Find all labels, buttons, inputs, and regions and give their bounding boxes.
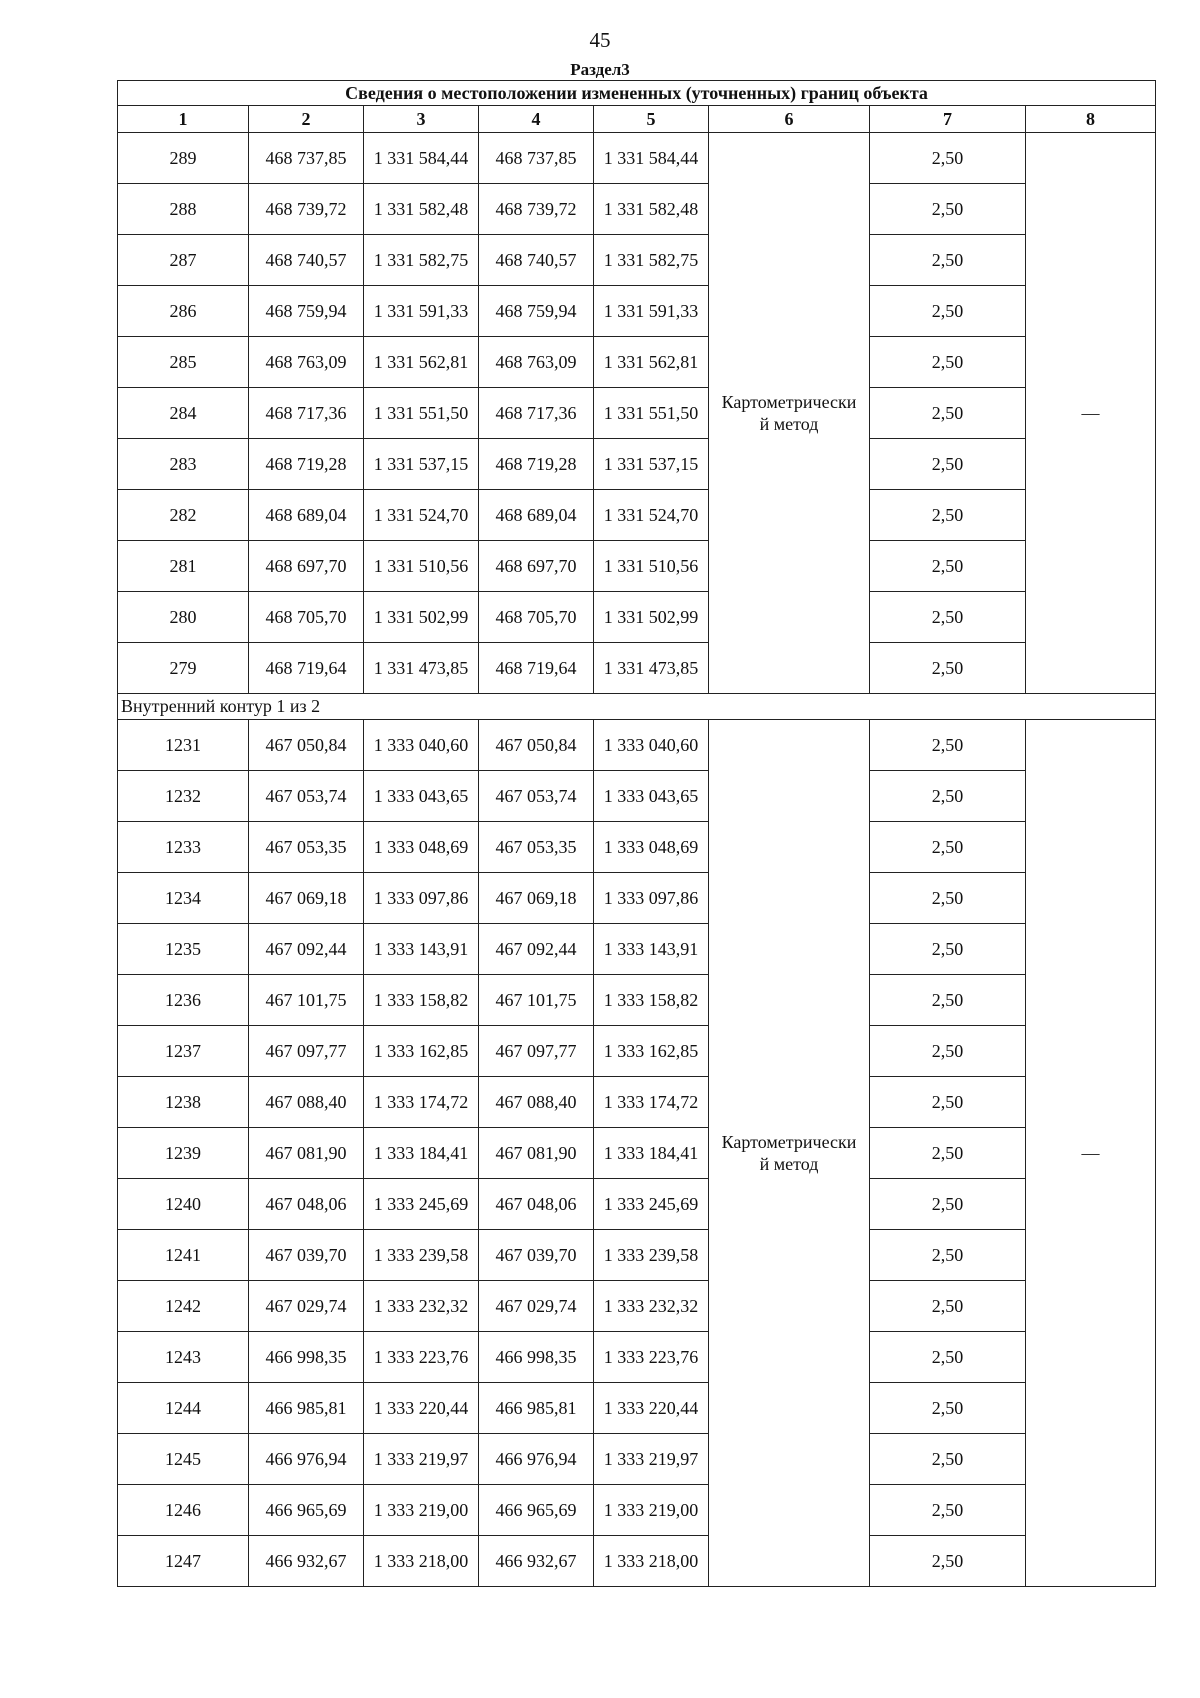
y-existing-cell: 1 331 562,81: [364, 337, 479, 388]
precision-cell: 2,50: [870, 1536, 1026, 1587]
point-number-cell: 1247: [118, 1536, 249, 1587]
x-refined-cell: 468 697,70: [479, 541, 594, 592]
precision-cell: 2,50: [870, 822, 1026, 873]
precision-cell: 2,50: [870, 337, 1026, 388]
y-existing-cell: 1 333 245,69: [364, 1179, 479, 1230]
x-existing-cell: 467 069,18: [249, 873, 364, 924]
x-existing-cell: 468 717,36: [249, 388, 364, 439]
precision-cell: 2,50: [870, 592, 1026, 643]
y-refined-cell: 1 333 219,00: [594, 1485, 709, 1536]
y-existing-cell: 1 331 591,33: [364, 286, 479, 337]
x-refined-cell: 467 092,44: [479, 924, 594, 975]
x-existing-cell: 467 088,40: [249, 1077, 364, 1128]
point-number-cell: 284: [118, 388, 249, 439]
table-row: [118, 286, 1156, 337]
table-row: [118, 1434, 1156, 1485]
point-number-cell: 282: [118, 490, 249, 541]
y-existing-cell: 1 331 473,85: [364, 643, 479, 694]
point-number-cell: 285: [118, 337, 249, 388]
precision-cell: 2,50: [870, 1179, 1026, 1230]
y-existing-cell: 1 331 551,50: [364, 388, 479, 439]
y-refined-cell: 1 333 158,82: [594, 975, 709, 1026]
x-existing-cell: 468 705,70: [249, 592, 364, 643]
y-existing-cell: 1 331 582,48: [364, 184, 479, 235]
precision-cell: 2,50: [870, 924, 1026, 975]
contour-label: Внутренний контур 1 из 2: [118, 694, 1156, 720]
contour-label-row: [118, 694, 1156, 720]
table-row: [118, 771, 1156, 822]
x-refined-cell: 467 081,90: [479, 1128, 594, 1179]
table-row: [118, 1077, 1156, 1128]
table-row: [118, 1281, 1156, 1332]
precision-cell: 2,50: [870, 235, 1026, 286]
y-refined-cell: 1 333 245,69: [594, 1179, 709, 1230]
y-existing-cell: 1 333 097,86: [364, 873, 479, 924]
x-refined-cell: 467 069,18: [479, 873, 594, 924]
y-existing-cell: 1 331 584,44: [364, 133, 479, 184]
table-row: [118, 133, 1156, 184]
table-row: [118, 643, 1156, 694]
table-row: [118, 822, 1156, 873]
x-existing-cell: 467 053,74: [249, 771, 364, 822]
x-existing-cell: 468 739,72: [249, 184, 364, 235]
table-row: [118, 1026, 1156, 1077]
y-existing-cell: 1 331 510,56: [364, 541, 479, 592]
x-refined-cell: 468 740,57: [479, 235, 594, 286]
precision-cell: 2,50: [870, 1281, 1026, 1332]
y-refined-cell: 1 333 223,76: [594, 1332, 709, 1383]
y-refined-cell: 1 331 473,85: [594, 643, 709, 694]
y-refined-cell: 1 333 219,97: [594, 1434, 709, 1485]
precision-cell: 2,50: [870, 1434, 1026, 1485]
point-number-cell: 280: [118, 592, 249, 643]
precision-cell: 2,50: [870, 975, 1026, 1026]
x-refined-cell: 466 998,35: [479, 1332, 594, 1383]
precision-cell: 2,50: [870, 133, 1026, 184]
x-existing-cell: 468 740,57: [249, 235, 364, 286]
y-refined-cell: 1 333 220,44: [594, 1383, 709, 1434]
y-existing-cell: 1 331 537,15: [364, 439, 479, 490]
section-title: Раздел3: [570, 60, 630, 79]
x-existing-cell: 467 097,77: [249, 1026, 364, 1077]
y-refined-cell: 1 333 097,86: [594, 873, 709, 924]
y-existing-cell: 1 333 219,97: [364, 1434, 479, 1485]
x-existing-cell: 468 719,28: [249, 439, 364, 490]
y-refined-cell: 1 333 184,41: [594, 1128, 709, 1179]
x-refined-cell: 467 029,74: [479, 1281, 594, 1332]
y-refined-cell: 1 333 232,32: [594, 1281, 709, 1332]
precision-cell: 2,50: [870, 873, 1026, 924]
y-existing-cell: 1 333 239,58: [364, 1230, 479, 1281]
y-refined-cell: 1 331 524,70: [594, 490, 709, 541]
column-header: 7: [870, 106, 1026, 133]
point-number-cell: 1243: [118, 1332, 249, 1383]
precision-cell: 2,50: [870, 1230, 1026, 1281]
point-number-cell: 1238: [118, 1077, 249, 1128]
y-existing-cell: 1 333 143,91: [364, 924, 479, 975]
point-number-cell: 1244: [118, 1383, 249, 1434]
precision-cell: 2,50: [870, 771, 1026, 822]
y-refined-cell: 1 331 562,81: [594, 337, 709, 388]
x-existing-cell: 468 697,70: [249, 541, 364, 592]
precision-cell: 2,50: [870, 541, 1026, 592]
x-existing-cell: 467 081,90: [249, 1128, 364, 1179]
y-existing-cell: 1 333 162,85: [364, 1026, 479, 1077]
x-existing-cell: 466 985,81: [249, 1383, 364, 1434]
x-refined-cell: 468 739,72: [479, 184, 594, 235]
point-number-cell: 279: [118, 643, 249, 694]
x-existing-cell: 466 932,67: [249, 1536, 364, 1587]
method-text-line: й метод: [759, 1154, 819, 1174]
y-refined-cell: 1 331 582,75: [594, 235, 709, 286]
y-refined-cell: 1 331 510,56: [594, 541, 709, 592]
y-existing-cell: 1 333 232,32: [364, 1281, 479, 1332]
x-existing-cell: 466 998,35: [249, 1332, 364, 1383]
y-refined-cell: 1 333 143,91: [594, 924, 709, 975]
x-refined-cell: 467 039,70: [479, 1230, 594, 1281]
x-existing-cell: 468 689,04: [249, 490, 364, 541]
point-number-cell: 283: [118, 439, 249, 490]
column-header: 1: [118, 106, 249, 133]
x-refined-cell: 468 717,36: [479, 388, 594, 439]
x-refined-cell: 466 985,81: [479, 1383, 594, 1434]
point-number-cell: 287: [118, 235, 249, 286]
point-number-cell: 1241: [118, 1230, 249, 1281]
precision-cell: 2,50: [870, 1026, 1026, 1077]
y-existing-cell: 1 333 184,41: [364, 1128, 479, 1179]
point-number-cell: 1231: [118, 720, 249, 771]
table-row: [118, 235, 1156, 286]
table-row: [118, 337, 1156, 388]
method-cell: [709, 133, 870, 694]
precision-cell: 2,50: [870, 1332, 1026, 1383]
precision-cell: 2,50: [870, 286, 1026, 337]
method-cell: [709, 720, 870, 1587]
table-row: [118, 1230, 1156, 1281]
x-refined-cell: 468 759,94: [479, 286, 594, 337]
point-number-cell: 1233: [118, 822, 249, 873]
y-refined-cell: 1 331 584,44: [594, 133, 709, 184]
column-header: 5: [594, 106, 709, 133]
point-number-cell: 1237: [118, 1026, 249, 1077]
precision-cell: 2,50: [870, 1128, 1026, 1179]
x-existing-cell: 467 092,44: [249, 924, 364, 975]
y-existing-cell: 1 333 174,72: [364, 1077, 479, 1128]
precision-cell: 2,50: [870, 439, 1026, 490]
table-caption-row: [118, 81, 1156, 106]
precision-cell: 2,50: [870, 184, 1026, 235]
precision-cell: 2,50: [870, 490, 1026, 541]
x-existing-cell: 467 101,75: [249, 975, 364, 1026]
y-refined-cell: 1 331 591,33: [594, 286, 709, 337]
x-refined-cell: 468 737,85: [479, 133, 594, 184]
y-refined-cell: 1 331 502,99: [594, 592, 709, 643]
y-refined-cell: 1 333 040,60: [594, 720, 709, 771]
table-caption: Сведения о местоположении измененных (уточненных) границ объекта: [118, 81, 1156, 106]
x-refined-cell: 468 763,09: [479, 337, 594, 388]
x-refined-cell: 468 719,64: [479, 643, 594, 694]
y-existing-cell: 1 333 048,69: [364, 822, 479, 873]
x-existing-cell: 466 965,69: [249, 1485, 364, 1536]
method-text-line: й метод: [759, 414, 819, 434]
y-existing-cell: 1 333 158,82: [364, 975, 479, 1026]
x-refined-cell: 466 976,94: [479, 1434, 594, 1485]
point-number-cell: 1232: [118, 771, 249, 822]
table-row: [118, 1485, 1156, 1536]
y-refined-cell: 1 333 048,69: [594, 822, 709, 873]
table-row: [118, 541, 1156, 592]
table-row: [118, 184, 1156, 235]
x-existing-cell: 467 039,70: [249, 1230, 364, 1281]
y-existing-cell: 1 331 502,99: [364, 592, 479, 643]
x-existing-cell: 467 050,84: [249, 720, 364, 771]
point-number-cell: 1235: [118, 924, 249, 975]
table-row: [118, 924, 1156, 975]
point-number-cell: 289: [118, 133, 249, 184]
column-header: 2: [249, 106, 364, 133]
x-existing-cell: 468 763,09: [249, 337, 364, 388]
table-row: [118, 975, 1156, 1026]
precision-cell: 2,50: [870, 1485, 1026, 1536]
y-existing-cell: 1 331 582,75: [364, 235, 479, 286]
table-row: [118, 1179, 1156, 1230]
column-header: 8: [1026, 106, 1156, 133]
point-number-cell: 1239: [118, 1128, 249, 1179]
x-existing-cell: 467 053,35: [249, 822, 364, 873]
y-existing-cell: 1 331 524,70: [364, 490, 479, 541]
y-refined-cell: 1 333 174,72: [594, 1077, 709, 1128]
y-existing-cell: 1 333 220,44: [364, 1383, 479, 1434]
x-refined-cell: 467 097,77: [479, 1026, 594, 1077]
table-row: [118, 1332, 1156, 1383]
description-cell: —: [1026, 720, 1156, 1587]
point-number-cell: 288: [118, 184, 249, 235]
table-row: [118, 1383, 1156, 1434]
point-number-cell: 1242: [118, 1281, 249, 1332]
y-refined-cell: 1 331 582,48: [594, 184, 709, 235]
x-refined-cell: 468 689,04: [479, 490, 594, 541]
table-row: [118, 1536, 1156, 1587]
column-header: 3: [364, 106, 479, 133]
x-existing-cell: 468 759,94: [249, 286, 364, 337]
table-row: [118, 720, 1156, 771]
x-refined-cell: 467 053,35: [479, 822, 594, 873]
precision-cell: 2,50: [870, 643, 1026, 694]
description-cell: —: [1026, 133, 1156, 694]
y-refined-cell: 1 331 537,15: [594, 439, 709, 490]
point-number-cell: 1234: [118, 873, 249, 924]
table-row: [118, 439, 1156, 490]
precision-cell: 2,50: [870, 1383, 1026, 1434]
point-number-cell: 1245: [118, 1434, 249, 1485]
point-number-cell: 281: [118, 541, 249, 592]
method-text-line: Картометрически: [721, 1132, 857, 1152]
table-row: [118, 490, 1156, 541]
point-number-cell: 286: [118, 286, 249, 337]
x-existing-cell: 466 976,94: [249, 1434, 364, 1485]
x-refined-cell: 467 101,75: [479, 975, 594, 1026]
y-refined-cell: 1 333 239,58: [594, 1230, 709, 1281]
x-existing-cell: 467 029,74: [249, 1281, 364, 1332]
x-existing-cell: 467 048,06: [249, 1179, 364, 1230]
table-row: [118, 592, 1156, 643]
column-header: 6: [709, 106, 870, 133]
point-number-cell: 1236: [118, 975, 249, 1026]
x-refined-cell: 467 053,74: [479, 771, 594, 822]
precision-cell: 2,50: [870, 1077, 1026, 1128]
x-refined-cell: 467 048,06: [479, 1179, 594, 1230]
table-row: [118, 873, 1156, 924]
table-row: [118, 1128, 1156, 1179]
precision-cell: 2,50: [870, 720, 1026, 771]
method-text-line: Картометрически: [721, 392, 857, 412]
y-existing-cell: 1 333 219,00: [364, 1485, 479, 1536]
boundary-coordinates-table: [117, 80, 1156, 1587]
y-existing-cell: 1 333 223,76: [364, 1332, 479, 1383]
x-refined-cell: 467 088,40: [479, 1077, 594, 1128]
y-refined-cell: 1 331 551,50: [594, 388, 709, 439]
x-existing-cell: 468 737,85: [249, 133, 364, 184]
y-refined-cell: 1 333 218,00: [594, 1536, 709, 1587]
table-row: [118, 388, 1156, 439]
column-number-row: [118, 106, 1156, 133]
point-number-cell: 1240: [118, 1179, 249, 1230]
x-refined-cell: 467 050,84: [479, 720, 594, 771]
x-existing-cell: 468 719,64: [249, 643, 364, 694]
y-refined-cell: 1 333 043,65: [594, 771, 709, 822]
y-refined-cell: 1 333 162,85: [594, 1026, 709, 1077]
y-existing-cell: 1 333 040,60: [364, 720, 479, 771]
page-number: 45: [589, 28, 611, 52]
column-header: 4: [479, 106, 594, 133]
precision-cell: 2,50: [870, 388, 1026, 439]
point-number-cell: 1246: [118, 1485, 249, 1536]
x-refined-cell: 468 705,70: [479, 592, 594, 643]
x-refined-cell: 468 719,28: [479, 439, 594, 490]
y-existing-cell: 1 333 218,00: [364, 1536, 479, 1587]
x-refined-cell: 466 965,69: [479, 1485, 594, 1536]
y-existing-cell: 1 333 043,65: [364, 771, 479, 822]
x-refined-cell: 466 932,67: [479, 1536, 594, 1587]
